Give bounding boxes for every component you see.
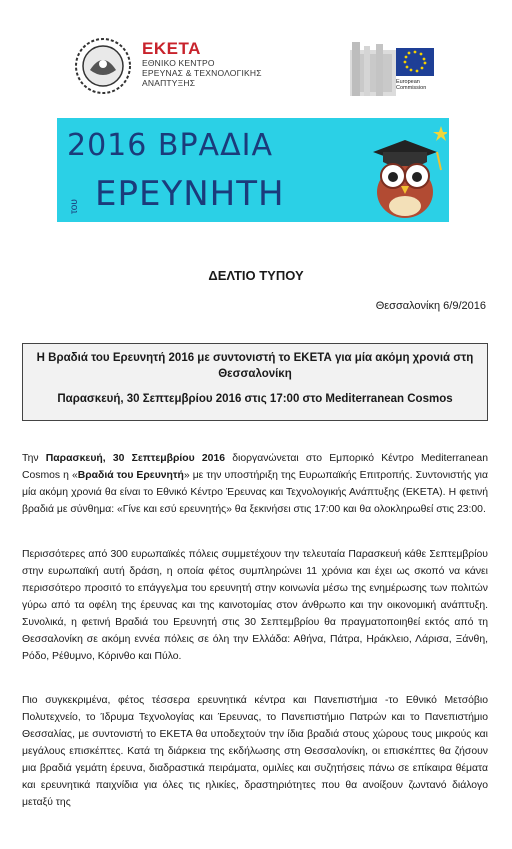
european-commission-logo-icon	[350, 40, 442, 102]
certh-logo-text	[142, 40, 262, 88]
certh-name: ΕΚΕΤΑ	[142, 39, 201, 58]
ec-caption	[396, 79, 446, 91]
p1-date-bold: Παρασκευή, 30 Σεπτεμβρίου 2016	[45, 453, 226, 464]
headline-box	[22, 343, 488, 421]
ec-line-2: Commission	[396, 85, 427, 91]
document-title: ΔΕΛΤΙΟ ΤΥΠΟΥ	[208, 268, 304, 283]
certh-emblem-icon	[72, 36, 134, 96]
ec-line-1: European	[396, 79, 420, 85]
p1-text-d: » με την υποστήριξη της Ευρωπαϊκής Επιτροπής. Συντονιστής για μία ακόμη χρονιά θα είναι το Εθνικό Κέντρο Έρευνας και Τεχνολογικής Ανάπτυξης (ΕΚΕΤΑ). Η φετινή βραδιά με σύνθημα: «Γίνε και εσύ ερευνητής» θα ξεκινήσει στις 17:00 και θα ολοκληρωθεί στις 23:00.	[22, 470, 488, 515]
certh-sub-3: ΑΝΑΠΤΥΞΗΣ	[142, 78, 196, 88]
certh-sub-1: ΕΘΝΙΚΟ ΚΕΝΤΡΟ	[142, 58, 215, 68]
paragraph-1	[22, 450, 488, 518]
banner-line-1: 2016 ΒΡΑΔΙΑ	[67, 128, 273, 163]
header-logos	[0, 30, 512, 105]
paragraph-3: Πιο συγκεκριμένα, φέτος τέσσερα ερευνητικά κέντρα και Πανεπιστήμια -το Εθνικό Μετσόβιο Πολυτεχνείο, το Ίδρυμα Τεχνολογίας και Έρευνας, το Πανεπιστήμιο Πατρών και το Πανεπιστήμιο Θεσσαλίας, με συντονιστή το ΕΚΕΤΑ θα υποδεχτούν την ίδια βραδιά στους χώρους τους μικρούς και μεγάλους επισκέπτες. Κατά τη διάρκεια της εκδήλωσης στη Θεσσαλονίκη, οι επισκέπτες θα ζήσουν μια βραδιά γεμάτη έρευνα, διαδραστικά πειράματα, ομιλίες και συζητήσεις πάνω σε επίκαιρα θέματα και ερευνητικά παιχνίδια για όλες τις ηλικίες, δραστηριότητες που θα ανοίξουν ζωντανό διάλογο μεταξύ της	[22, 695, 488, 808]
researchers-night-banner	[57, 118, 449, 222]
headline: Η Βραδιά του Ερευνητή 2016 με συντονιστή το ΕΚΕΤΑ για μία ακόμη χρονιά στη Θεσσαλονίκη	[36, 352, 474, 380]
owl-mascot-icon	[363, 122, 447, 220]
p1-text-a: Την	[22, 453, 46, 464]
paragraph-2: Περισσότερες από 300 ευρωπαϊκές πόλεις συμμετέχουν την τελευταία Παρασκευή κάθε Σεπτεμβρίου στην ευρωπαϊκή αυτή δράση, η οποία φέτος συμπληρώνει 11 χρόνια και έχει ως σκοπό να κάνει περισσότερο προσιτό το επάγγελμα του ερευνητή στην κοινωνία μέσω της ενημέρωσης των πολιτών γύρω από τα οφέλη της έρευνας και της καινοτομίας στον άνθρωπο και την οικονομική ανάπτυξη. Συνολικά, η φετινή Βραδιά του Ερευνητή στις 30 Σεπτεμβρίου θα πραγματοποιηθεί εκτός από τη Θεσσαλονίκη σε ακόμη εννέα πόλεις σε όλη την Ελλάδα: Αθήνα, Πάτρα, Ηράκλειο, Λάρισα, Ξάνθη, Ρόδο, Ρέθυμνο, Κόρινθο και Πύλο.	[22, 549, 488, 662]
event-datetime: Παρασκευή, 30 Σεπτεμβρίου 2016 στις 17:00 στο Mediterranean Cosmos	[57, 393, 453, 405]
p1-text-c: διοργανώνεται στο Εμπορικό Κέντρο Mediterranean Cosmos η «	[22, 453, 488, 481]
banner-line-2: ΕΡΕΥΝΗΤΗ	[95, 174, 285, 214]
document-date: Θεσσαλονίκη 6/9/2016	[375, 300, 486, 312]
p1-event-bold: Βραδιά του Ερευνητή	[77, 470, 184, 481]
banner-tou: του	[69, 199, 80, 214]
certh-sub-2: ΕΡΕΥΝΑΣ & ΤΕΧΝΟΛΟΓΙΚΗΣ	[142, 68, 262, 78]
